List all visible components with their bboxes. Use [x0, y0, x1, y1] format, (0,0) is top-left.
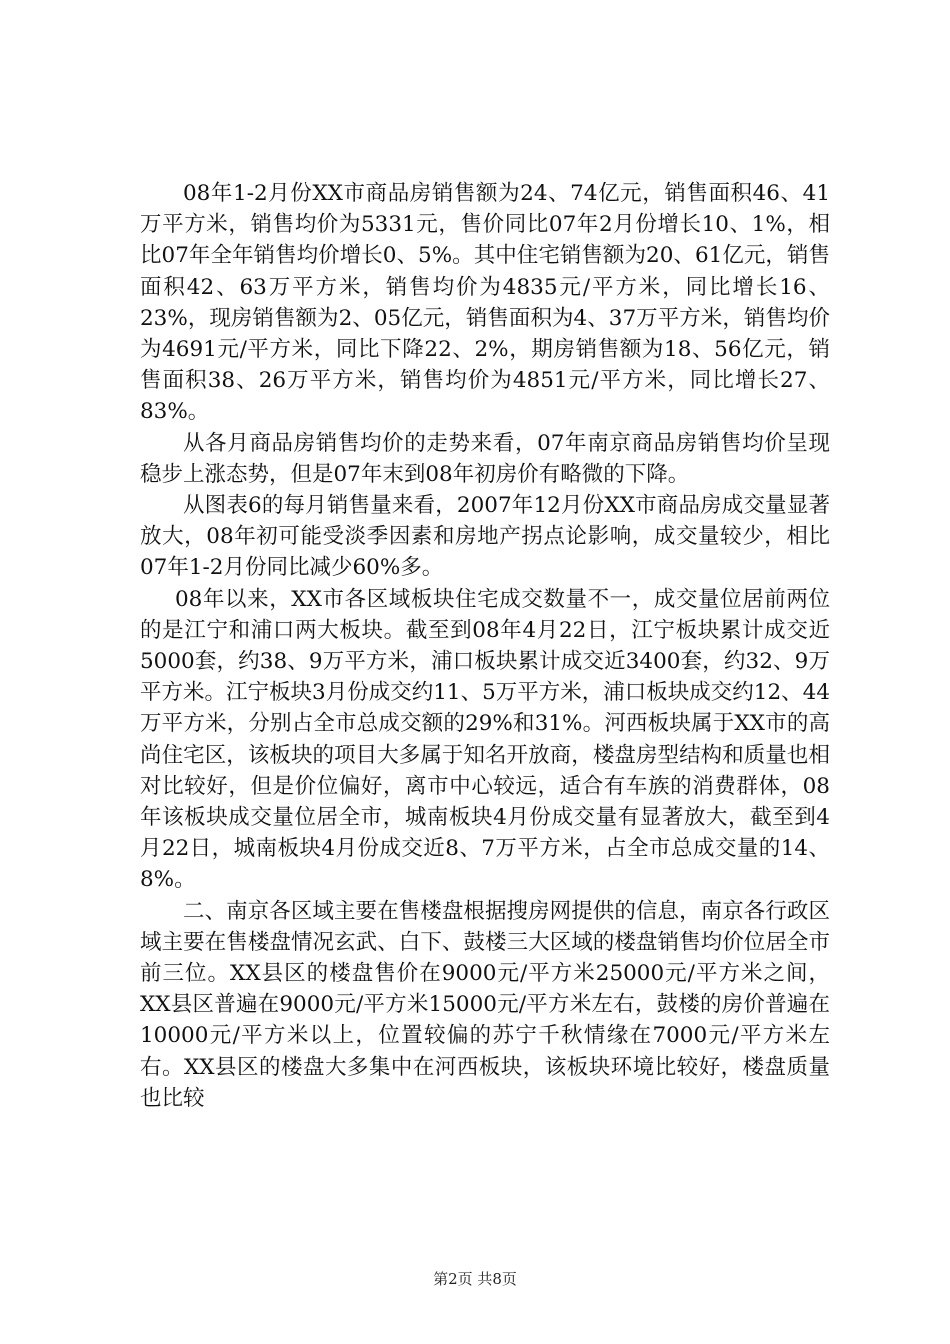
page-footer: 第2页 共8页 [433, 1270, 517, 1288]
paragraph-3: 从图表6的每月销售量来看，2007年12月份XX市商品房成交量显著放大，08年初可能受淡季因素和房地产拐点论影响，成交量较少，相比07年1-2月份同比减少60%多。 [140, 493, 830, 581]
document-body [140, 178, 830, 1114]
paragraph-1: 08年1-2月份XX市商品房销售额为24、74亿元，销售面积46、41万平方米，销售均价为5331元，售价同比07年2月份增长10、1%，相比07年全年销售均价增长0、5%。其中住宅销售额为20、61亿元，销售面积42、63万平方米，销售均价为4835元/平方米，同比增长16、23%，现房销售额为2、05亿元，销售面积为4、37万平方米，销售均价为4691元/平方米，同比下降22、2%，期房销售额为18、56亿元，销售面积38、26万平方米，销售均价为4851元/平方米，同比增长27、83%。 [140, 181, 830, 425]
paragraph-5: 二、南京各区域主要在售楼盘根据搜房网提供的信息，南京各行政区域主要在售楼盘情况玄武、白下、鼓楼三大区域的楼盘销售均价位居全市前三位。XX县区的楼盘售价在9000元/平方米25000元/平方米之间，XX县区普遍在9000元/平方米15000元/平方米左右，鼓楼的房价普遍在10000元/平方米以上，位置较偏的苏宁千秋情缘在7000元/平方米左右。XX县区的楼盘大多集中在河西板块，该板块环境比较好，楼盘质量也比较 [140, 898, 830, 1111]
paragraph-2: 从各月商品房销售均价的走势来看，07年南京商品房销售均价呈现稳步上涨态势，但是07年末到08年初房价有略微的下降。 [140, 430, 830, 487]
paragraph-4: 08年以来，XX市各区域板块住宅成交数量不一，成交量位居前两位的是江宁和浦口两大板块。截至到08年4月22日，江宁板块累计成交近5000套，约38、9万平方米，浦口板块累计成交近3400套，约32、9万平方米。江宁板块3月份成交约11、5万平方米，浦口板块成交约12、44万平方米，分别占全市总成交额的29%和31%。河西板块属于XX市的高尚住宅区，该板块的项目大多属于知名开放商，楼盘房型结构和质量也相对比较好，但是价位偏好，离市中心较远，适合有车族的消费群体，08年该板块成交量位居全市，城南板块4月份成交量有显著放大，截至到4月22日，城南板块4月份成交近8、7万平方米，占全市总成交量的14、8%。 [140, 586, 830, 893]
